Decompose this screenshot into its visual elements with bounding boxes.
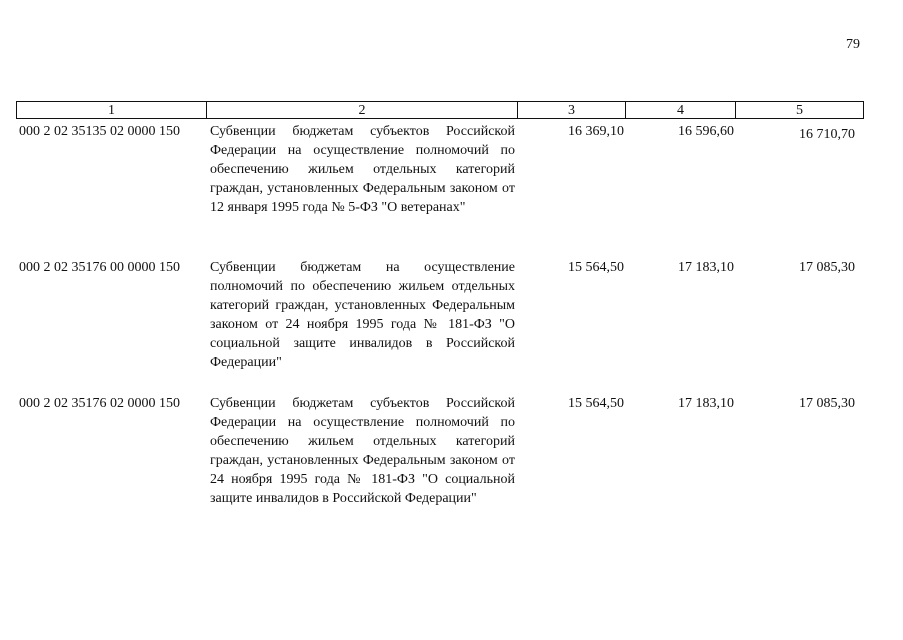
column-number-3: 3 — [568, 103, 575, 118]
value-col-3: 16 369,10 — [568, 124, 624, 139]
table-header-row — [16, 101, 864, 119]
page-number: 79 — [846, 37, 860, 52]
column-number-1: 1 — [108, 103, 115, 118]
budget-code: 000 2 02 35135 02 0000 150 — [19, 124, 180, 139]
value-col-4: 17 183,10 — [678, 260, 734, 275]
value-col-3: 15 564,50 — [568, 260, 624, 275]
row-description: Субвенции бюджетам на осуществление полномочий по обеспечению жильем отдельных категорий граждан, установленных Федеральным законом от 24 ноября 1995 года № 181-ФЗ "О социальной защите инвалидов в Российской Федерации" — [210, 260, 515, 370]
value-col-5: 17 085,30 — [799, 260, 855, 275]
row-description: Субвенции бюджетам субъектов Российской Федерации на осуществление полномочий по обеспечению жильем отдельных категорий граждан, установленных Федеральным законом от 12 января 1995 года № 5-ФЗ "О ветеранах" — [210, 124, 515, 215]
value-col-3: 15 564,50 — [568, 396, 624, 411]
row-description: Субвенции бюджетам субъектов Российской Федерации на осуществление полномочий по обеспечению жильем отдельных категорий граждан, установленных Федеральным законом от 24 ноября 1995 года № 181-ФЗ "О социальной защите инвалидов в Российской Федерации" — [210, 396, 515, 506]
value-col-4: 16 596,60 — [678, 124, 734, 139]
budget-code: 000 2 02 35176 02 0000 150 — [19, 396, 180, 411]
value-col-5: 16 710,70 — [799, 127, 855, 142]
column-number-5: 5 — [796, 103, 803, 118]
value-col-5: 17 085,30 — [799, 396, 855, 411]
budget-code: 000 2 02 35176 00 0000 150 — [19, 260, 180, 275]
column-number-4: 4 — [677, 103, 684, 118]
column-number-2: 2 — [358, 103, 366, 118]
value-col-4: 17 183,10 — [678, 396, 734, 411]
